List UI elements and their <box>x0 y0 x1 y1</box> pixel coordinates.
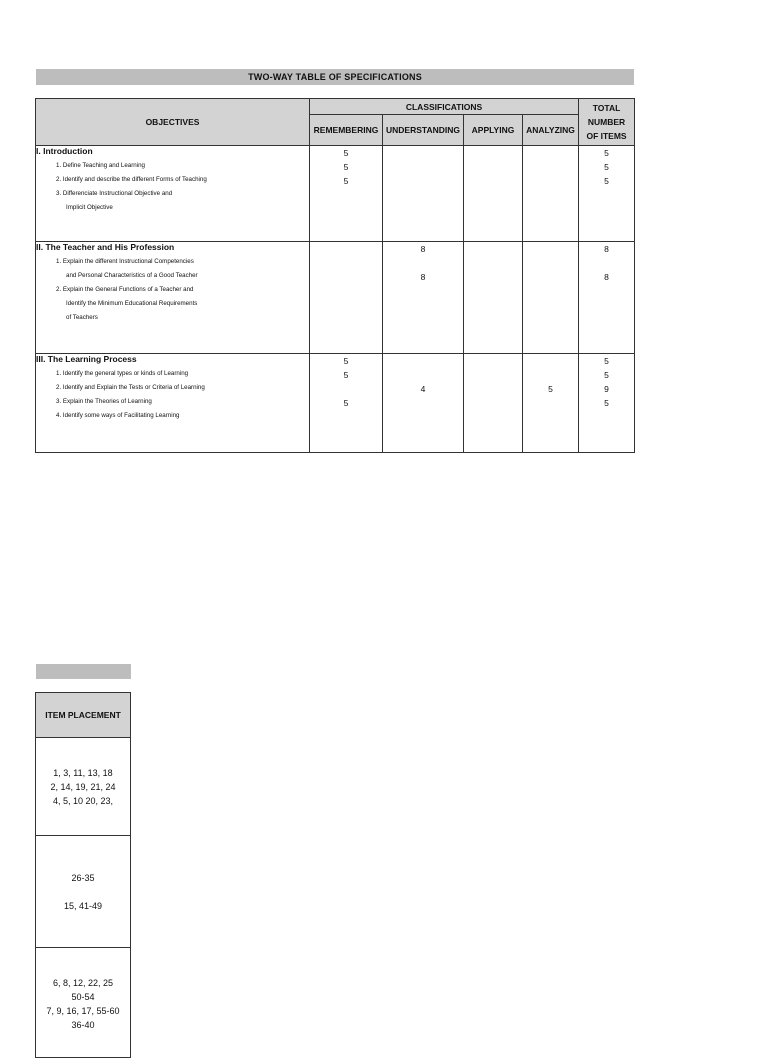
applying-cell <box>464 242 523 354</box>
placement-line: 6, 8, 12, 22, 25 <box>52 978 114 988</box>
count-value: 5 <box>343 162 349 172</box>
analyzing-header: ANALYZING <box>523 115 579 146</box>
objective-line: 2. Explain the General Functions of a Teacher and <box>56 286 194 293</box>
count-value: 5 <box>604 398 609 408</box>
objective-cell <box>36 354 310 453</box>
section-row-learning-process <box>36 354 635 453</box>
count-value: 5 <box>604 176 609 186</box>
count-value <box>383 354 463 368</box>
section-title: II. The Teacher and His Profession <box>36 242 175 252</box>
section-row-introduction <box>36 146 635 242</box>
objective-line: 1. Identify the general types or kinds of Learning <box>56 370 189 377</box>
placement-line: 36-40 <box>71 1020 95 1030</box>
count-value: 5 <box>548 384 553 394</box>
applying-cell <box>464 146 523 242</box>
understanding-cell <box>383 354 464 453</box>
placement-title-bar <box>36 664 131 679</box>
placement-line: 26-35 <box>71 872 95 883</box>
classifications-header: CLASSIFICATIONS <box>310 99 579 115</box>
count-value: 5 <box>343 176 349 186</box>
placement-line: 50-54 <box>71 992 95 1002</box>
count-value <box>310 382 382 396</box>
placement-line: 2, 14, 19, 21, 24 <box>50 781 116 792</box>
table-title: TWO-WAY TABLE OF SPECIFICATIONS <box>36 69 634 85</box>
understanding-header: UNDERSTANDING <box>383 115 464 146</box>
objective-line: 2. Identify and Explain the Tests or Criteria of Learning <box>56 384 205 391</box>
count-value: 8 <box>420 244 426 254</box>
count-value: 5 <box>343 398 349 408</box>
objective-line: Implicit Objective <box>66 204 113 211</box>
remembering-cell <box>310 242 383 354</box>
count-value: 5 <box>343 148 349 158</box>
count-value: 9 <box>604 384 609 394</box>
objective-line: 3. Differenciate Instructional Objective and <box>56 190 173 197</box>
total-cell <box>579 146 635 242</box>
placement-line: 1, 3, 11, 13, 18 <box>53 767 113 778</box>
placement-line: 15, 41-49 <box>63 900 103 911</box>
total-cell <box>579 242 635 354</box>
analyzing-cell <box>523 242 579 354</box>
objective-cell <box>36 146 310 242</box>
understanding-cell <box>383 242 464 354</box>
count-value: 8 <box>420 272 426 282</box>
objective-line: Identify the Minimum Educational Requirements <box>66 300 198 307</box>
placement-cell-teacher-profession <box>36 836 131 948</box>
count-value: 5 <box>604 162 609 172</box>
count-value <box>383 256 463 270</box>
count-value <box>383 368 463 382</box>
count-value: 5 <box>604 370 609 380</box>
count-value: 8 <box>604 244 609 254</box>
count-value: 5 <box>343 356 349 366</box>
understanding-cell <box>383 146 464 242</box>
placement-line: 4, 5, 10 20, 23, <box>52 795 114 806</box>
applying-header: APPLYING <box>464 115 523 146</box>
section-title: III. The Learning Process <box>36 354 137 364</box>
objective-line: and Personal Characteristics of a Good Teacher <box>66 272 198 279</box>
item-placement-table <box>35 692 131 1058</box>
specification-table <box>35 98 635 453</box>
count-value: 5 <box>604 356 609 366</box>
section-row-teacher-profession <box>36 242 635 354</box>
objective-line: 4. Identify some ways of Facilitating Learning <box>56 412 180 419</box>
count-value: 4 <box>420 384 426 394</box>
placement-line: 7, 9, 16, 17, 55-60 <box>46 1006 120 1016</box>
objective-line: 1. Define Teaching and Learning <box>56 162 145 169</box>
total-items-header: TOTAL NUMBER OF ITEMS <box>579 99 635 146</box>
objective-line: 3. Explain the Theories of Learning <box>56 398 152 405</box>
objective-line: 1. Explain the different Instructional Competencies <box>56 258 194 265</box>
section-title: I. Introduction <box>36 146 93 156</box>
item-placement-header: ITEM PLACEMENT <box>36 693 131 738</box>
count-value <box>579 256 634 270</box>
count-value <box>523 354 578 368</box>
applying-cell <box>464 354 523 453</box>
objectives-header: OBJECTIVES <box>36 99 310 146</box>
analyzing-cell <box>523 354 579 453</box>
objective-cell <box>36 242 310 354</box>
count-value <box>523 368 578 382</box>
placement-cell-learning-process <box>36 948 131 1058</box>
placement-cell-introduction <box>36 738 131 836</box>
count-value: 5 <box>343 370 349 380</box>
remembering-cell <box>310 146 383 242</box>
remembering-cell <box>310 354 383 453</box>
count-value: 8 <box>604 272 609 282</box>
total-cell <box>579 354 635 453</box>
count-value: 5 <box>604 148 609 158</box>
objective-line: of Teachers <box>66 314 98 321</box>
analyzing-cell <box>523 146 579 242</box>
objective-line: 2. Identify and describe the different Forms of Teaching <box>56 176 207 183</box>
remembering-header: REMEMBERING <box>310 115 383 146</box>
